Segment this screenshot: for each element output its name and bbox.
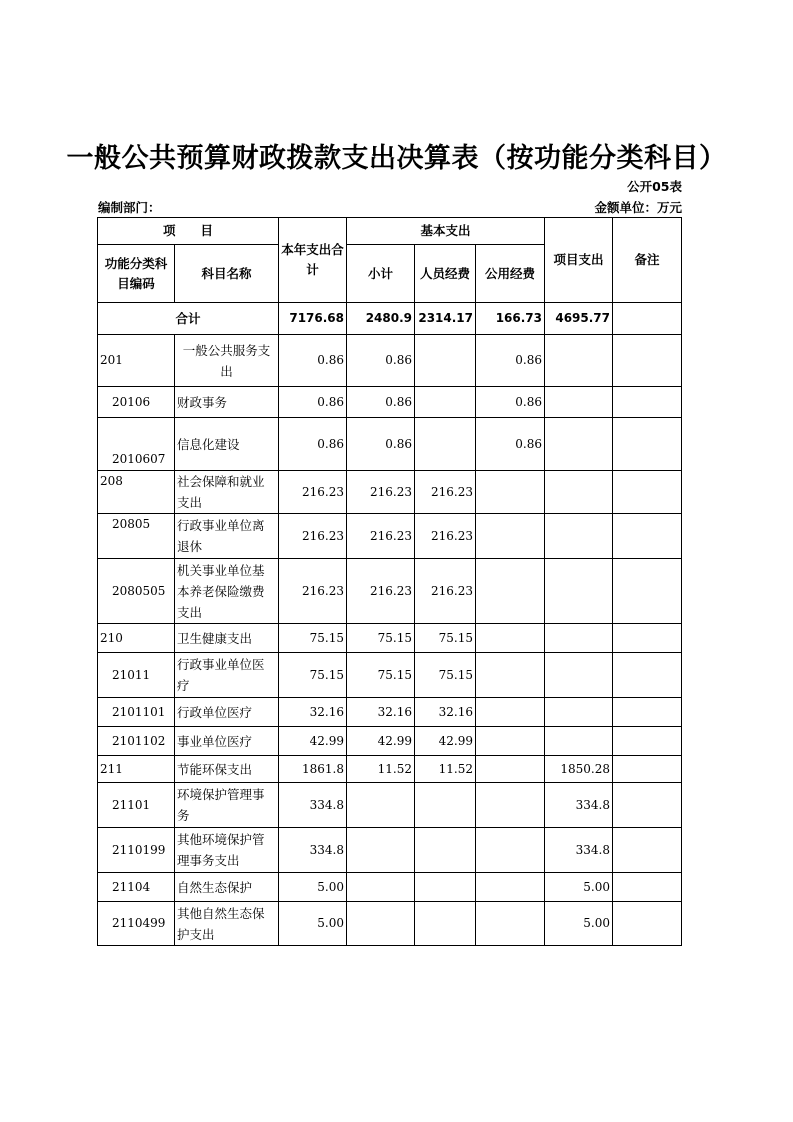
row-remark [613, 418, 682, 471]
table-row [98, 873, 682, 902]
row-project [545, 698, 613, 727]
table-row [98, 653, 682, 698]
header-personnel: 人员经费 [415, 245, 476, 303]
row-subtotal: 0.86 [347, 418, 415, 471]
row-code: 210 [98, 624, 175, 653]
row-personnel: 75.15 [415, 653, 476, 698]
row-personnel [415, 335, 476, 387]
row-subtotal: 32.16 [347, 698, 415, 727]
row-remark [613, 828, 682, 873]
row-personnel: 11.52 [415, 756, 476, 783]
row-total: 75.15 [279, 624, 347, 653]
row-remark [613, 727, 682, 756]
row-public [476, 653, 545, 698]
row-code: 20805 [98, 514, 175, 559]
row-total: 216.23 [279, 514, 347, 559]
row-personnel [415, 418, 476, 471]
row-personnel: 216.23 [415, 559, 476, 624]
row-subtotal: 42.99 [347, 727, 415, 756]
row-subtotal: 0.86 [347, 335, 415, 387]
row-name: 自然生态保护 [175, 873, 279, 902]
row-name: 机关事业单位基本养老保险缴费支出 [175, 559, 279, 624]
row-total: 75.15 [279, 653, 347, 698]
row-public [476, 514, 545, 559]
row-code: 21011 [98, 653, 175, 698]
row-total: 5.00 [279, 902, 347, 946]
row-project [545, 335, 613, 387]
row-total: 0.86 [279, 335, 347, 387]
row-personnel [415, 828, 476, 873]
row-public [476, 902, 545, 946]
header-subtotal: 小计 [347, 245, 415, 303]
dept-label: 编制部门： [98, 200, 161, 215]
row-subtotal: 75.15 [347, 653, 415, 698]
row-code: 2080505 [98, 559, 175, 624]
row-total: 334.8 [279, 828, 347, 873]
row-subtotal [347, 873, 415, 902]
row-remark [613, 335, 682, 387]
row-name: 卫生健康支出 [175, 624, 279, 653]
row-public [476, 873, 545, 902]
row-public [476, 624, 545, 653]
row-personnel [415, 387, 476, 418]
row-remark [613, 756, 682, 783]
row-remark [613, 902, 682, 946]
row-name: 事业单位医疗 [175, 727, 279, 756]
row-public [476, 828, 545, 873]
row-remark [613, 873, 682, 902]
row-project [545, 653, 613, 698]
row-public [476, 471, 545, 514]
header-project: 项目支出 [545, 218, 613, 303]
row-project [545, 418, 613, 471]
form-number: 公开05表 [627, 179, 682, 194]
table-row [98, 902, 682, 946]
row-project: 334.8 [545, 828, 613, 873]
row-subtotal: 216.23 [347, 514, 415, 559]
table-row [98, 756, 682, 783]
row-name: 行政事业单位离退休 [175, 514, 279, 559]
header-public: 公用经费 [476, 245, 545, 303]
total-personnel: 2314.17 [415, 303, 476, 335]
total-public: 166.73 [476, 303, 545, 335]
row-remark [613, 698, 682, 727]
row-name: 一般公共服务支出 [175, 335, 279, 387]
row-public [476, 727, 545, 756]
row-code: 2101102 [98, 727, 175, 756]
row-name: 环境保护管理事务 [175, 783, 279, 828]
row-public [476, 559, 545, 624]
row-remark [613, 559, 682, 624]
row-name: 财政事务 [175, 387, 279, 418]
row-code: 21101 [98, 783, 175, 828]
row-project [545, 387, 613, 418]
table-row [98, 624, 682, 653]
row-public [476, 698, 545, 727]
total-project: 4695.77 [545, 303, 613, 335]
row-personnel: 216.23 [415, 514, 476, 559]
header-total: 本年支出合计 [279, 218, 347, 303]
row-public [476, 756, 545, 783]
row-project: 1850.28 [545, 756, 613, 783]
row-personnel: 42.99 [415, 727, 476, 756]
row-name: 其他自然生态保护支出 [175, 902, 279, 946]
table-row [98, 828, 682, 873]
table-row [98, 514, 682, 559]
row-personnel [415, 783, 476, 828]
row-total: 216.23 [279, 471, 347, 514]
row-remark [613, 387, 682, 418]
row-public: 0.86 [476, 418, 545, 471]
row-total: 42.99 [279, 727, 347, 756]
row-personnel: 216.23 [415, 471, 476, 514]
row-public: 0.86 [476, 387, 545, 418]
table-row [98, 559, 682, 624]
row-total: 0.86 [279, 387, 347, 418]
unit-label: 金额单位：万元 [594, 200, 682, 215]
total-amount: 7176.68 [279, 303, 347, 335]
budget-table [97, 217, 682, 946]
row-name: 信息化建设 [175, 418, 279, 471]
total-row [98, 303, 682, 335]
row-subtotal: 75.15 [347, 624, 415, 653]
row-subtotal: 0.86 [347, 387, 415, 418]
row-subtotal [347, 783, 415, 828]
row-total: 32.16 [279, 698, 347, 727]
row-project [545, 624, 613, 653]
row-name: 其他环境保护管理事务支出 [175, 828, 279, 873]
row-subtotal: 11.52 [347, 756, 415, 783]
row-subtotal [347, 828, 415, 873]
row-total: 216.23 [279, 559, 347, 624]
row-project: 5.00 [545, 873, 613, 902]
row-code: 2010607 [98, 418, 175, 471]
row-public [476, 783, 545, 828]
total-label: 合计 [98, 303, 279, 335]
row-code: 20106 [98, 387, 175, 418]
total-remark [613, 303, 682, 335]
row-subtotal: 216.23 [347, 471, 415, 514]
row-code: 2110499 [98, 902, 175, 946]
row-subtotal: 216.23 [347, 559, 415, 624]
page-title: 一般公共预算财政拨款支出决算表（按功能分类科目） [66, 143, 727, 174]
row-code: 208 [98, 471, 175, 514]
row-remark [613, 471, 682, 514]
row-name: 行政事业单位医疗 [175, 653, 279, 698]
row-project [545, 727, 613, 756]
row-code: 2101101 [98, 698, 175, 727]
row-project: 5.00 [545, 902, 613, 946]
header-remark: 备注 [613, 218, 682, 303]
row-total: 5.00 [279, 873, 347, 902]
table-row [98, 418, 682, 471]
row-remark [613, 783, 682, 828]
header-item: 项 目 [98, 218, 279, 245]
row-total: 1861.8 [279, 756, 347, 783]
row-project: 334.8 [545, 783, 613, 828]
table-row [98, 471, 682, 514]
table-row [98, 783, 682, 828]
row-project [545, 471, 613, 514]
row-code: 211 [98, 756, 175, 783]
header-basic: 基本支出 [347, 218, 545, 245]
row-personnel [415, 902, 476, 946]
row-public: 0.86 [476, 335, 545, 387]
total-subtotal: 2480.9 [347, 303, 415, 335]
table-row [98, 335, 682, 387]
row-project [545, 514, 613, 559]
row-name: 社会保障和就业支出 [175, 471, 279, 514]
row-name: 节能环保支出 [175, 756, 279, 783]
row-total: 334.8 [279, 783, 347, 828]
row-project [545, 559, 613, 624]
row-code: 201 [98, 335, 175, 387]
row-personnel: 75.15 [415, 624, 476, 653]
header-name: 科目名称 [175, 245, 279, 303]
row-code: 21104 [98, 873, 175, 902]
row-remark [613, 653, 682, 698]
row-subtotal [347, 902, 415, 946]
row-total: 0.86 [279, 418, 347, 471]
row-code: 2110199 [98, 828, 175, 873]
row-personnel [415, 873, 476, 902]
row-remark [613, 624, 682, 653]
table-row [98, 387, 682, 418]
table-row [98, 727, 682, 756]
row-remark [613, 514, 682, 559]
table-row [98, 698, 682, 727]
row-personnel: 32.16 [415, 698, 476, 727]
header-code: 功能分类科目编码 [98, 245, 175, 303]
row-name: 行政单位医疗 [175, 698, 279, 727]
